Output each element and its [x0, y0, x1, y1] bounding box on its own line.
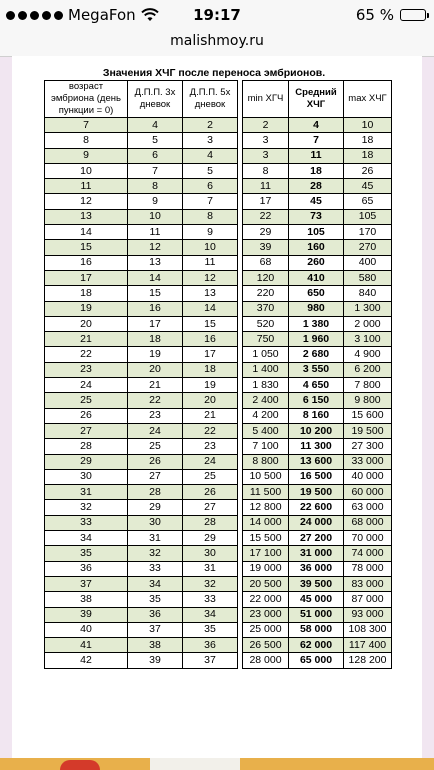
- cell-max: 27 300: [344, 439, 392, 454]
- cell-age: 32: [45, 500, 128, 515]
- cell-min: 8 800: [243, 454, 289, 469]
- cell-min: 750: [243, 332, 289, 347]
- cell-max: 18: [344, 148, 392, 163]
- cell-age: 23: [45, 362, 128, 377]
- cell-age: 26: [45, 408, 128, 423]
- table-row: [45, 531, 392, 546]
- cell-dpp3: 24: [128, 423, 183, 438]
- cell-dpp3: 34: [128, 576, 183, 591]
- cell-dpp5: 10: [183, 240, 238, 255]
- header-age-line2: эмбриона (день: [51, 93, 121, 104]
- cell-dpp3: 21: [128, 378, 183, 393]
- battery-icon: [400, 9, 426, 21]
- cell-avg: 650: [289, 286, 344, 301]
- cell-dpp5: 6: [183, 179, 238, 194]
- cell-min: 29: [243, 225, 289, 240]
- cell-avg: 6 150: [289, 393, 344, 408]
- cell-avg: 45: [289, 194, 344, 209]
- cell-age: 18: [45, 286, 128, 301]
- cell-max: 6 200: [344, 362, 392, 377]
- cell-avg: 58 000: [289, 622, 344, 637]
- cell-dpp5: 22: [183, 423, 238, 438]
- table-row: [45, 163, 392, 178]
- cell-avg: 10 200: [289, 423, 344, 438]
- table-body: [45, 118, 392, 669]
- url-bar[interactable]: [0, 30, 434, 57]
- cell-min: 1 400: [243, 362, 289, 377]
- cell-max: 128 200: [344, 653, 392, 668]
- cell-age: 36: [45, 561, 128, 576]
- table-row: [45, 423, 392, 438]
- cell-min: 12 800: [243, 500, 289, 515]
- cell-max: 1 300: [344, 301, 392, 316]
- cell-min: 120: [243, 270, 289, 285]
- cell-max: 4 900: [344, 347, 392, 362]
- cell-max: 10: [344, 118, 392, 133]
- cell-dpp5: 3: [183, 133, 238, 148]
- cell-avg: 260: [289, 255, 344, 270]
- hcg-table-image[interactable]: [34, 64, 412, 704]
- cell-dpp5: 2: [183, 118, 238, 133]
- cell-min: 4 200: [243, 408, 289, 423]
- cell-age: 41: [45, 638, 128, 653]
- cell-min: 3: [243, 133, 289, 148]
- cell-min: 2 400: [243, 393, 289, 408]
- table-row: [45, 270, 392, 285]
- cell-dpp5: 7: [183, 194, 238, 209]
- table-header-row: [45, 81, 392, 118]
- table-row: [45, 439, 392, 454]
- cell-age: 39: [45, 607, 128, 622]
- banner-graphic: [60, 760, 100, 770]
- cell-dpp3: 37: [128, 622, 183, 637]
- table-row: [45, 133, 392, 148]
- cell-max: 580: [344, 270, 392, 285]
- cell-min: 8: [243, 163, 289, 178]
- cell-max: 117 400: [344, 638, 392, 653]
- header-dpp5: [183, 81, 238, 118]
- cell-age: 38: [45, 592, 128, 607]
- cell-min: 17 100: [243, 546, 289, 561]
- table-row: [45, 408, 392, 423]
- cell-dpp5: 17: [183, 347, 238, 362]
- cell-age: 37: [45, 576, 128, 591]
- table-row: [45, 316, 392, 331]
- cell-dpp3: 18: [128, 332, 183, 347]
- cell-avg: 65 000: [289, 653, 344, 668]
- cell-max: 74 000: [344, 546, 392, 561]
- cell-dpp3: 26: [128, 454, 183, 469]
- cell-age: 40: [45, 622, 128, 637]
- cell-max: 18: [344, 133, 392, 148]
- table-row: [45, 332, 392, 347]
- table-row: [45, 148, 392, 163]
- cell-dpp5: 9: [183, 225, 238, 240]
- cell-max: 170: [344, 225, 392, 240]
- cell-avg: 39 500: [289, 576, 344, 591]
- cell-dpp3: 14: [128, 270, 183, 285]
- cell-max: 105: [344, 209, 392, 224]
- cell-min: 26 500: [243, 638, 289, 653]
- cell-dpp3: 15: [128, 286, 183, 301]
- hcg-table: [44, 80, 392, 669]
- header-dpp5-line2: дневок: [194, 99, 226, 110]
- cell-dpp3: 20: [128, 362, 183, 377]
- table-row: [45, 362, 392, 377]
- cell-avg: 3 550: [289, 362, 344, 377]
- cell-dpp3: 31: [128, 531, 183, 546]
- cell-avg: 980: [289, 301, 344, 316]
- cell-dpp3: 33: [128, 561, 183, 576]
- table-row: [45, 592, 392, 607]
- cell-min: 15 500: [243, 531, 289, 546]
- table-row: [45, 576, 392, 591]
- cell-max: 78 000: [344, 561, 392, 576]
- cell-max: 9 800: [344, 393, 392, 408]
- table-row: [45, 653, 392, 668]
- cell-dpp3: 32: [128, 546, 183, 561]
- cell-age: 27: [45, 423, 128, 438]
- bottom-banner[interactable]: [0, 758, 434, 770]
- cell-dpp3: 19: [128, 347, 183, 362]
- cell-min: 7 100: [243, 439, 289, 454]
- cell-dpp5: 34: [183, 607, 238, 622]
- cell-avg: 31 000: [289, 546, 344, 561]
- cell-avg: 62 000: [289, 638, 344, 653]
- cell-max: 2 000: [344, 316, 392, 331]
- table-row: [45, 561, 392, 576]
- cell-dpp3: 25: [128, 439, 183, 454]
- cell-age: 7: [45, 118, 128, 133]
- cell-dpp3: 8: [128, 179, 183, 194]
- header-avg: [289, 81, 344, 118]
- table-row: [45, 118, 392, 133]
- cell-avg: 105: [289, 225, 344, 240]
- cell-dpp5: 23: [183, 439, 238, 454]
- cell-min: 11: [243, 179, 289, 194]
- cell-dpp5: 16: [183, 332, 238, 347]
- table-row: [45, 515, 392, 530]
- header-dpp3-line1: Д.П.П. 3х: [134, 87, 176, 98]
- cell-age: 13: [45, 209, 128, 224]
- cell-age: 9: [45, 148, 128, 163]
- cell-dpp5: 19: [183, 378, 238, 393]
- cell-age: 16: [45, 255, 128, 270]
- cell-min: 370: [243, 301, 289, 316]
- header-avg-line2: ХЧГ: [306, 99, 326, 110]
- cell-age: 29: [45, 454, 128, 469]
- battery-percent: 65 %: [355, 6, 394, 24]
- status-time: 19:17: [193, 6, 241, 24]
- table-row: [45, 622, 392, 637]
- cell-age: 42: [45, 653, 128, 668]
- banner-patch: [150, 758, 240, 770]
- cell-max: 68 000: [344, 515, 392, 530]
- table-row: [45, 179, 392, 194]
- cell-max: 83 000: [344, 576, 392, 591]
- cell-dpp5: 30: [183, 546, 238, 561]
- cell-dpp5: 11: [183, 255, 238, 270]
- cell-dpp5: 14: [183, 301, 238, 316]
- cell-min: 39: [243, 240, 289, 255]
- cell-dpp3: 10: [128, 209, 183, 224]
- cell-dpp3: 27: [128, 469, 183, 484]
- table-row: [45, 393, 392, 408]
- header-max: max ХЧГ: [344, 81, 392, 118]
- cell-age: 15: [45, 240, 128, 255]
- cell-dpp5: 4: [183, 148, 238, 163]
- status-bar: [0, 0, 434, 30]
- cell-avg: 7: [289, 133, 344, 148]
- cell-age: 33: [45, 515, 128, 530]
- cell-dpp3: 6: [128, 148, 183, 163]
- table-row: [45, 240, 392, 255]
- cell-avg: 4 650: [289, 378, 344, 393]
- cell-min: 19 000: [243, 561, 289, 576]
- cell-dpp3: 30: [128, 515, 183, 530]
- cell-age: 31: [45, 485, 128, 500]
- cell-dpp5: 37: [183, 653, 238, 668]
- cell-age: 28: [45, 439, 128, 454]
- cell-avg: 410: [289, 270, 344, 285]
- cell-max: 270: [344, 240, 392, 255]
- cell-age: 30: [45, 469, 128, 484]
- cell-avg: 27 200: [289, 531, 344, 546]
- cell-dpp3: 38: [128, 638, 183, 653]
- cell-max: 400: [344, 255, 392, 270]
- cell-max: 63 000: [344, 500, 392, 515]
- cell-min: 11 500: [243, 485, 289, 500]
- cell-age: 11: [45, 179, 128, 194]
- table-row: [45, 638, 392, 653]
- cell-max: 60 000: [344, 485, 392, 500]
- cell-dpp5: 13: [183, 286, 238, 301]
- cell-age: 24: [45, 378, 128, 393]
- cell-dpp5: 33: [183, 592, 238, 607]
- cell-dpp5: 21: [183, 408, 238, 423]
- carrier-name: MegaFon: [68, 6, 136, 24]
- table-row: [45, 454, 392, 469]
- cell-min: 68: [243, 255, 289, 270]
- header-age-line1: возраст: [68, 81, 104, 92]
- header-dpp3-line2: дневок: [139, 99, 171, 110]
- cell-min: 1 830: [243, 378, 289, 393]
- cell-min: 5 400: [243, 423, 289, 438]
- cell-age: 35: [45, 546, 128, 561]
- cell-min: 10 500: [243, 469, 289, 484]
- cell-min: 22 000: [243, 592, 289, 607]
- cell-dpp5: 5: [183, 163, 238, 178]
- cell-dpp5: 28: [183, 515, 238, 530]
- header-dpp5-line1: Д.П.П. 5х: [189, 87, 231, 98]
- cell-dpp5: 31: [183, 561, 238, 576]
- cell-max: 26: [344, 163, 392, 178]
- cell-dpp5: 25: [183, 469, 238, 484]
- cell-max: 40 000: [344, 469, 392, 484]
- cell-dpp5: 27: [183, 500, 238, 515]
- cell-dpp3: 17: [128, 316, 183, 331]
- cell-min: 28 000: [243, 653, 289, 668]
- cell-avg: 8 160: [289, 408, 344, 423]
- table-row: [45, 194, 392, 209]
- cell-dpp5: 8: [183, 209, 238, 224]
- table-row: [45, 469, 392, 484]
- cell-avg: 11: [289, 148, 344, 163]
- cell-dpp3: 5: [128, 133, 183, 148]
- cell-age: 34: [45, 531, 128, 546]
- cell-age: 12: [45, 194, 128, 209]
- table-row: [45, 225, 392, 240]
- cell-age: 22: [45, 347, 128, 362]
- cell-avg: 73: [289, 209, 344, 224]
- cell-avg: 51 000: [289, 607, 344, 622]
- cell-avg: 45 000: [289, 592, 344, 607]
- table-row: [45, 378, 392, 393]
- cell-min: 25 000: [243, 622, 289, 637]
- cell-max: 7 800: [344, 378, 392, 393]
- table-row: [45, 347, 392, 362]
- cell-min: 17: [243, 194, 289, 209]
- cell-avg: 160: [289, 240, 344, 255]
- cell-avg: 36 000: [289, 561, 344, 576]
- url-host[interactable]: malishmoy.ru: [170, 33, 264, 49]
- cell-dpp5: 20: [183, 393, 238, 408]
- cell-dpp5: 35: [183, 622, 238, 637]
- cell-age: 8: [45, 133, 128, 148]
- cell-avg: 4: [289, 118, 344, 133]
- cell-dpp3: 12: [128, 240, 183, 255]
- cell-dpp3: 39: [128, 653, 183, 668]
- status-right: [356, 6, 426, 24]
- header-age: [45, 81, 128, 118]
- page-content: [12, 56, 422, 758]
- cell-dpp3: 22: [128, 393, 183, 408]
- cell-max: 65: [344, 194, 392, 209]
- cell-max: 33 000: [344, 454, 392, 469]
- cell-dpp3: 9: [128, 194, 183, 209]
- cell-dpp3: 16: [128, 301, 183, 316]
- cell-age: 14: [45, 225, 128, 240]
- header-dpp3: [128, 81, 183, 118]
- table-row: [45, 209, 392, 224]
- cell-avg: 13 600: [289, 454, 344, 469]
- cell-avg: 1 960: [289, 332, 344, 347]
- table-title: Значения ХЧГ после переноса эмбрионов.: [102, 67, 326, 79]
- cell-min: 520: [243, 316, 289, 331]
- cell-dpp5: 18: [183, 362, 238, 377]
- cell-age: 17: [45, 270, 128, 285]
- cell-min: 3: [243, 148, 289, 163]
- cell-dpp3: 36: [128, 607, 183, 622]
- cell-max: 19 500: [344, 423, 392, 438]
- cell-max: 45: [344, 179, 392, 194]
- cell-dpp3: 13: [128, 255, 183, 270]
- table-row: [45, 607, 392, 622]
- header-age-line3: пункции = 0): [58, 105, 114, 116]
- table-row: [45, 546, 392, 561]
- cell-dpp3: 35: [128, 592, 183, 607]
- cell-max: 87 000: [344, 592, 392, 607]
- cell-dpp3: 4: [128, 118, 183, 133]
- cell-dpp3: 23: [128, 408, 183, 423]
- cell-avg: 24 000: [289, 515, 344, 530]
- cell-avg: 22 600: [289, 500, 344, 515]
- cell-max: 840: [344, 286, 392, 301]
- cell-min: 220: [243, 286, 289, 301]
- cell-max: 108 300: [344, 622, 392, 637]
- cell-max: 70 000: [344, 531, 392, 546]
- cell-min: 23 000: [243, 607, 289, 622]
- table-row: [45, 301, 392, 316]
- table-row: [45, 485, 392, 500]
- cell-avg: 16 500: [289, 469, 344, 484]
- cell-min: 22: [243, 209, 289, 224]
- cell-dpp3: 7: [128, 163, 183, 178]
- cell-dpp5: 15: [183, 316, 238, 331]
- cell-age: 20: [45, 316, 128, 331]
- cell-dpp3: 11: [128, 225, 183, 240]
- cell-age: 21: [45, 332, 128, 347]
- cell-max: 15 600: [344, 408, 392, 423]
- cell-dpp3: 28: [128, 485, 183, 500]
- table-row: [45, 286, 392, 301]
- cell-min: 14 000: [243, 515, 289, 530]
- cell-dpp5: 24: [183, 454, 238, 469]
- cell-max: 3 100: [344, 332, 392, 347]
- cell-dpp5: 32: [183, 576, 238, 591]
- cell-min: 20 500: [243, 576, 289, 591]
- cell-age: 19: [45, 301, 128, 316]
- cell-avg: 28: [289, 179, 344, 194]
- cell-dpp5: 36: [183, 638, 238, 653]
- cell-avg: 19 500: [289, 485, 344, 500]
- cell-age: 25: [45, 393, 128, 408]
- table-row: [45, 255, 392, 270]
- cell-dpp5: 12: [183, 270, 238, 285]
- cell-min: 2: [243, 118, 289, 133]
- cell-max: 93 000: [344, 607, 392, 622]
- cell-dpp3: 29: [128, 500, 183, 515]
- header-avg-line1: Средний: [295, 87, 337, 98]
- cell-avg: 18: [289, 163, 344, 178]
- cell-avg: 1 380: [289, 316, 344, 331]
- header-min: min ХГЧ: [243, 81, 289, 118]
- cell-dpp5: 29: [183, 531, 238, 546]
- cell-avg: 11 300: [289, 439, 344, 454]
- table-row: [45, 500, 392, 515]
- cell-dpp5: 26: [183, 485, 238, 500]
- cell-avg: 2 680: [289, 347, 344, 362]
- cell-min: 1 050: [243, 347, 289, 362]
- cell-age: 10: [45, 163, 128, 178]
